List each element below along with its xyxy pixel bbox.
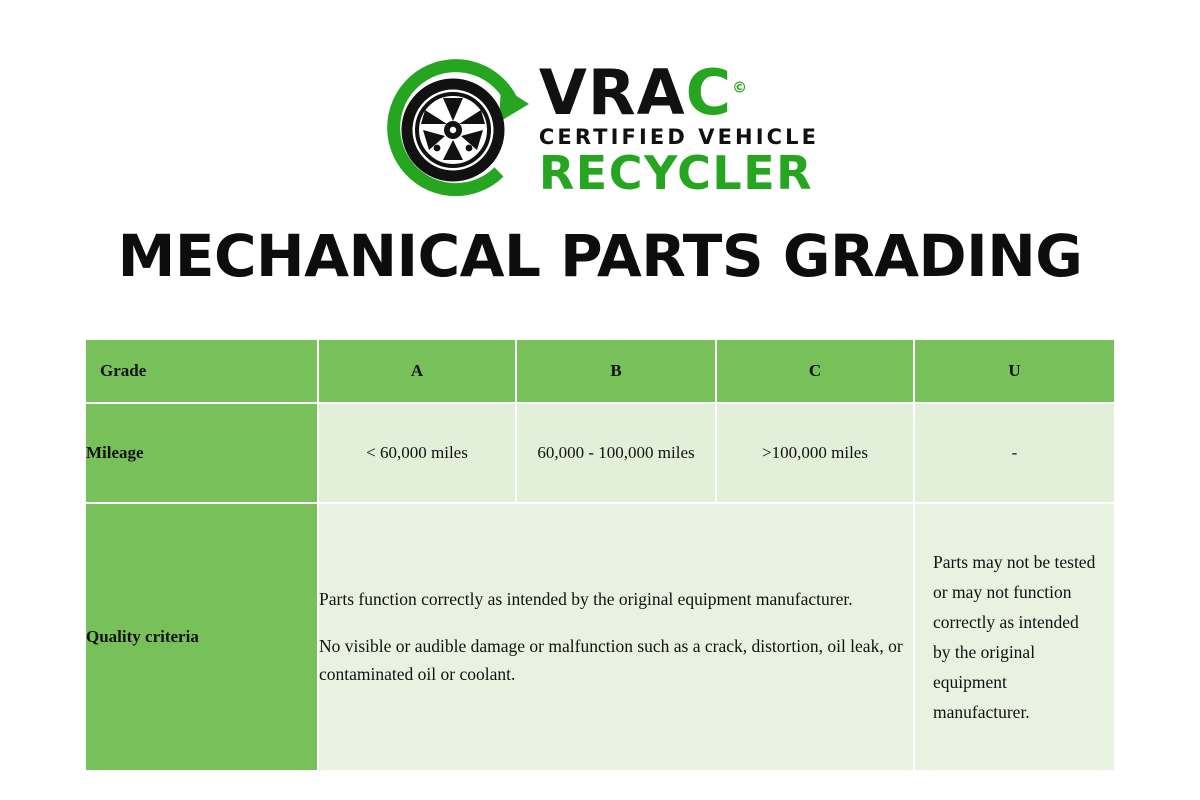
- table-header-row: [86, 340, 1114, 403]
- header-grade-b: B: [516, 340, 716, 403]
- table-row-quality-criteria: [86, 503, 1114, 770]
- logo-recycler-word: RECYCLER: [538, 146, 814, 200]
- mileage-grade-c: >100,000 miles: [716, 403, 914, 503]
- registered-mark-icon: ©: [732, 78, 749, 97]
- logo-brand-line: [538, 56, 819, 129]
- mileage-grade-u: -: [914, 403, 1114, 503]
- mileage-grade-b: 60,000 - 100,000 miles: [516, 403, 716, 503]
- page-title: MECHANICAL PARTS GRADING: [117, 222, 1083, 290]
- row-label-mileage: Mileage: [86, 403, 318, 503]
- row-label-quality-criteria: Quality criteria: [86, 503, 318, 770]
- mileage-grade-a: < 60,000 miles: [318, 403, 516, 503]
- logo-brand-vr: VR: [538, 56, 637, 129]
- table-row-mileage: [86, 403, 1114, 503]
- quality-criteria-paragraph-1: Parts function correctly as intended by the original equipment manufacturer.: [319, 588, 853, 609]
- header-grade-a: A: [318, 340, 516, 403]
- logo-tagline: CERTIFIED VEHICLE: [538, 125, 820, 149]
- vrac-logo: [0, 52, 1200, 202]
- mechanical-parts-grading-table: [86, 340, 1114, 770]
- header-grade-label: Grade: [86, 340, 318, 403]
- quality-criteria-u: Parts may not be tested or may not function correctly as intended by the original equipment manufacturer.: [914, 503, 1114, 770]
- logo-brand-c: C: [685, 56, 733, 129]
- header-grade-c: C: [716, 340, 914, 403]
- recycling-wheel-icon: [381, 52, 531, 202]
- logo-wordmark: [538, 56, 820, 200]
- quality-criteria-paragraph-2: No visible or audible damage or malfunction such as a crack, distortion, oil leak, or contaminated oil or coolant.: [319, 635, 903, 685]
- logo-brand-a: A: [636, 56, 686, 129]
- header-grade-u: U: [914, 340, 1114, 403]
- quality-criteria-abc: [318, 503, 914, 770]
- logo-inner: [381, 52, 819, 202]
